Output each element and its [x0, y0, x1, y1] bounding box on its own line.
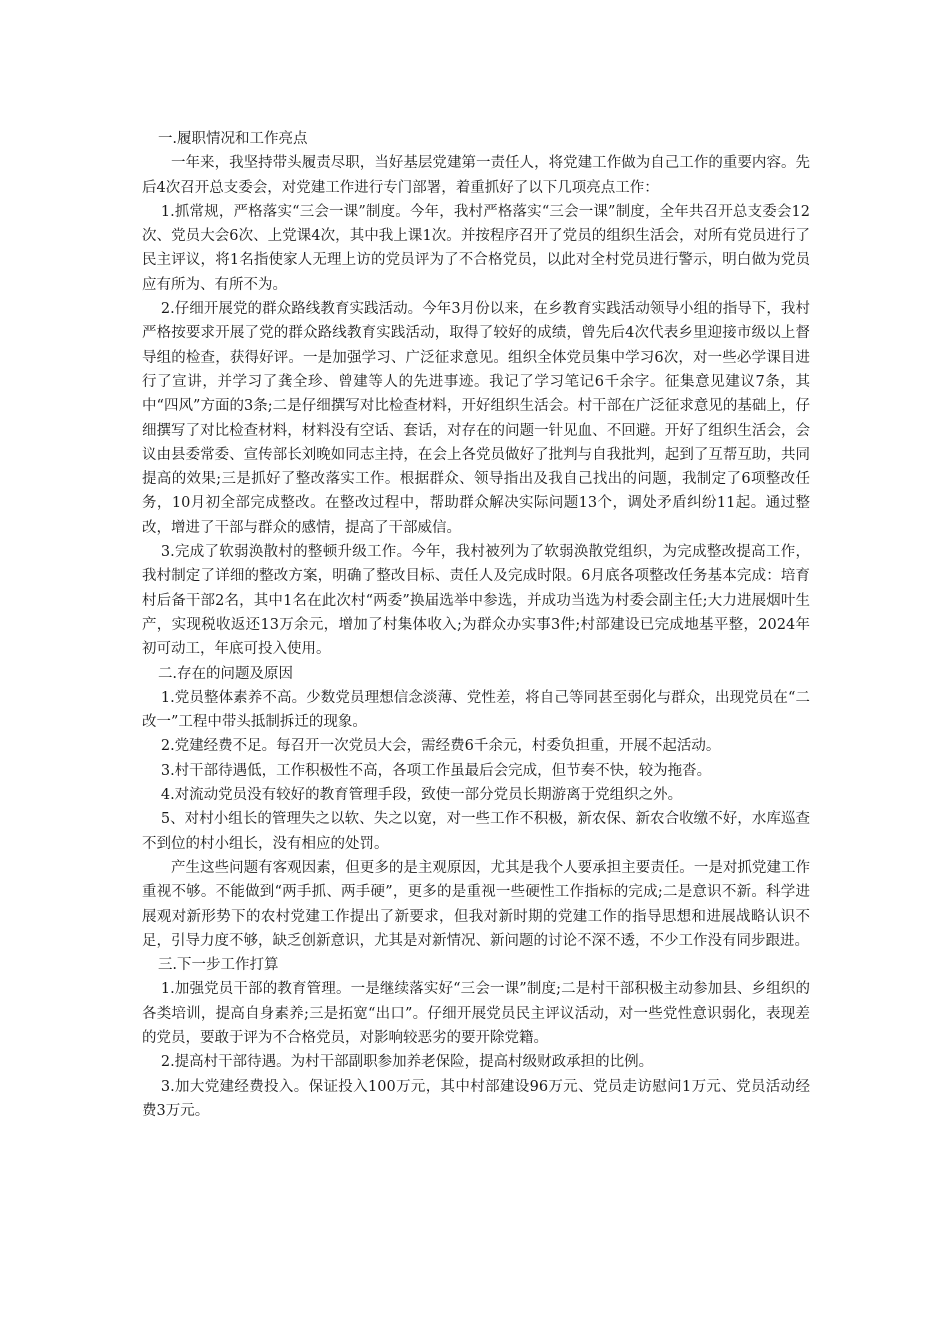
section-heading-2: 二.存在的问题及原因	[157, 665, 294, 682]
section-heading-1: 一.履职情况和工作亮点	[157, 131, 308, 147]
section-2-item-3: 3.村干部待遇低，工作积极性不高，各项工作虽最后会完成，但节奏不快，较为拖沓。	[160, 762, 712, 779]
section-1-item-2: 2.仔细开展党的群众路线教育实践活动。今年3月份以来，在乡教育实践活动领导小组的指导下，我村严格按要求开展了党的群众路线教育实践活动，取得了较好的成绩，曾先后4次代表乡里迎接市级以上督导组的检查，获得好评。一是加强学习、广泛征求意见。组织全体党员集中学习6次，对一些必学课目进行了宣讲，并学习了龚全珍、曾建等人的先进事迹。我记了学习笔记6千余字。征集意见建议7条，其中“四风”方面的3条;二是仔细撰写对比检查材料，开好组织生活会。村干部在广泛征求意见的基础上，仔细撰写了对比检查材料，材料没有空话、套话，对存在的问题一针见血、不回避。开好了组织生活会，会议由县委常委、宣传部长刘晚如同志主持，在会上各党员做好了批判与自我批判，起到了互帮互助，共同提高的效果;三是抓好了整改落实工作。根据群众、领导指出及我自己找出的问题，我制定了6项整改任务，10月初全部完成整改。在整改过程中，帮助群众解决实际问题13个，调处矛盾纠纷11起。通过整改，增进了干部与群众的感情，提高了干部威信。	[142, 301, 810, 536]
document-body	[142, 127, 810, 1123]
section-2-item-1: 1.党员整体素养不高。少数党员理想信念淡薄、党性差，将自己等同甚至弱化与群众，出现党员在“二改一”工程中带头抵制拆迁的现象。	[142, 689, 810, 731]
section-2-item-2: 2.党建经费不足。每召开一次党员大会，需经费6千余元，村委负担重，开展不起活动。	[160, 738, 721, 755]
section-3-item-2: 2.提高村干部待遇。为村干部副职参加养老保险，提高村级财政承担的比例。	[160, 1054, 654, 1071]
section-1-item-1: 1.抓常规，严格落实“三会一课”制度。今年，我村严格落实“三会一课”制度，全年共召开总支委会12次、党员大会6次、上党课4次，其中我上课1次。并按程序召开了党员的组织生活会，对所有党员进行了民主评议，将1名指使家人无理上访的党员评为了不合格党员，以此对全村党员进行警示，明白做为党员应有所为、有所不为。	[142, 203, 810, 293]
section-2-item-4: 4.对流动党员没有较好的教育管理手段，致使一部分党员长期游离于党组织之外。	[160, 787, 683, 804]
section-2-item-5: 5、对村小组长的管理失之以软、失之以宽，对一些工作不积极，新农保、新农合收缴不好，水库巡查不到位的村小组长，没有相应的处罚。	[142, 811, 810, 852]
section-2-analysis: 产生这些问题有客观因素，但更多的是主观原因，尤其是我个人要承担主要责任。一是对抓党建工作重视不够。不能做到“两手抓、两手硬”，更多的是重视一些硬性工作指标的完成;二是意识不新。科学进展观对新形势下的农村党建工作提出了新要求，但我对新时期的党建工作的指导思想和进展战略认识不足，引导力度不够，缺乏创新意识，尤其是对新情况、新问题的讨论不深不透，不少工作没有同步跟进。	[142, 859, 810, 949]
section-heading-3: 三.下一步工作打算	[157, 957, 279, 974]
section-3-item-3: 3.加大党建经费投入。保证投入100万元，其中村部建设96万元、党员走访慰问1万元、党员活动经费3万元。	[142, 1078, 810, 1119]
section-1-item-3: 3.完成了软弱涣散村的整顿升级工作。今年，我村被列为了软弱涣散党组织，为完成整改提高工作，我村制定了详细的整改方案，明确了整改目标、责任人及完成时限。6月底各项整改任务基本完成：培育村后备干部2名，其中1名在此次村“两委”换届选举中参选，并成功当选为村委会副主任;大力进展烟叶生产，实现税收返还13万余元，增加了村集体收入;为群众办实事3件;村部建设已完成地基平整，2024年初可动工，年底可投入使用。	[142, 544, 810, 658]
section-3-item-1: 1.加强党员干部的教育管理。一是继续落实好“三会一课”制度;二是村干部积极主动参加县、乡组织的各类培训，提高自身素养;三是拓宽“出口”。仔细开展党员民主评议活动，对一些党性意识弱化，表现差的党员，要敢于评为不合格党员，对影响较恶劣的要开除党籍。	[142, 981, 810, 1046]
section-1-intro: 一年来，我坚持带头履责尽职，当好基层党建第一责任人，将党建工作做为自己工作的重要内容。先后4次召开总支委会，对党建工作进行专门部署，着重抓好了以下几项亮点工作：	[142, 155, 810, 196]
